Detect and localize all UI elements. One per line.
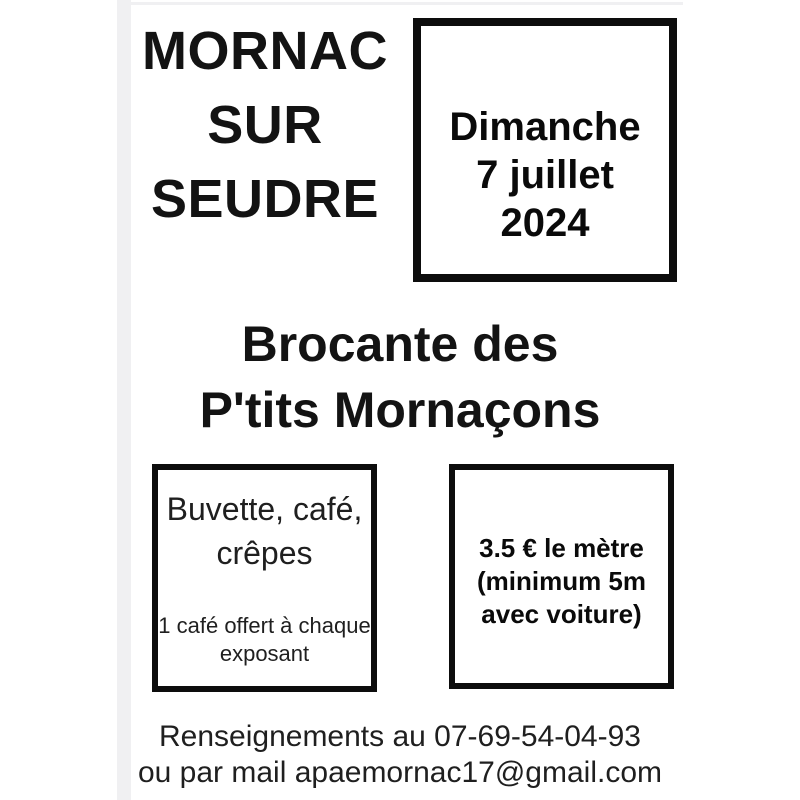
date-year: 2024 bbox=[500, 201, 590, 245]
refreshments-main-line-2: crêpes bbox=[216, 535, 313, 571]
location-title bbox=[138, 14, 392, 236]
refreshments-main-line-1: Buvette, café, bbox=[166, 491, 363, 527]
event-title-line-2: P'tits Mornaçons bbox=[199, 382, 601, 438]
refreshments-note-line-1: 1 café offert à chaque bbox=[158, 613, 371, 638]
price-line-1: 3.5 € le mètre bbox=[479, 533, 644, 563]
date-box bbox=[413, 18, 677, 282]
location-line-1: MORNAC bbox=[142, 21, 388, 81]
date-day: Dimanche bbox=[449, 105, 641, 149]
scan-edge-top-artifact bbox=[117, 2, 683, 5]
price-box bbox=[449, 464, 674, 689]
location-line-2: SUR bbox=[207, 95, 323, 155]
event-title bbox=[0, 311, 800, 443]
event-title-line-1: Brocante des bbox=[241, 316, 559, 372]
date-date: 7 juillet bbox=[476, 153, 614, 197]
location-line-3: SEUDRE bbox=[150, 169, 380, 229]
contact-phone-line: Renseignements au 07-69-54-04-93 bbox=[159, 720, 641, 753]
refreshments-note-text bbox=[158, 612, 371, 668]
price-line-3: avec voiture) bbox=[481, 599, 642, 629]
refreshments-main-text bbox=[158, 487, 371, 575]
refreshments-note-line-2: exposant bbox=[219, 641, 310, 666]
contact-email-line: ou par mail apaemornac17@gmail.com bbox=[137, 756, 663, 789]
price-line-2: (minimum 5m bbox=[476, 566, 647, 596]
contact-info bbox=[0, 719, 800, 791]
refreshments-box bbox=[152, 464, 377, 692]
